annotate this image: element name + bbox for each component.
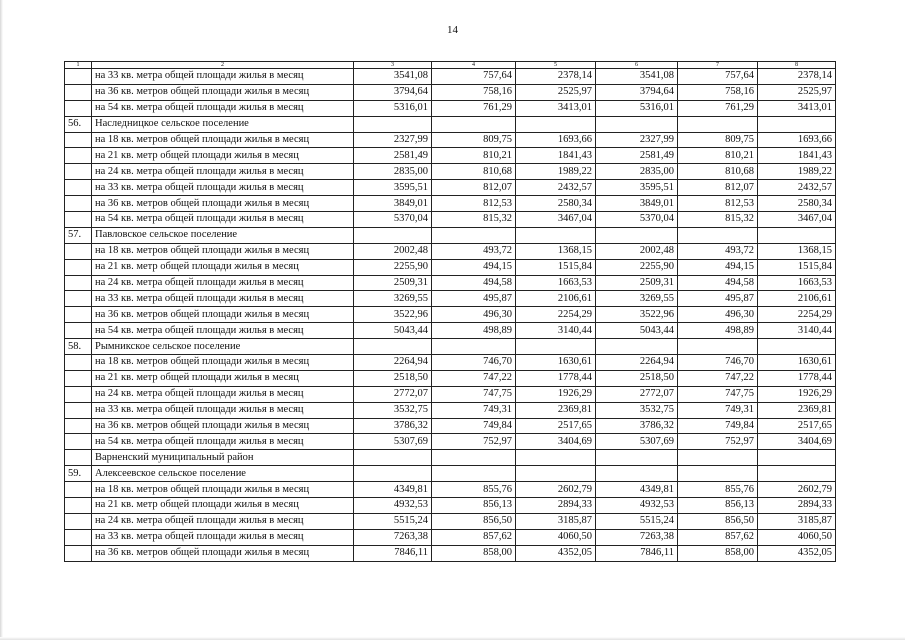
row-label: на 36 кв. метров общей площади жилья в месяц (92, 545, 354, 561)
value-cell: 2894,33 (516, 498, 596, 514)
value-cell: 856,13 (678, 498, 758, 514)
value-cell: 810,21 (432, 148, 516, 164)
scan-edge-left (0, 0, 3, 640)
row-number (65, 402, 92, 418)
value-cell (432, 339, 516, 355)
table-row (65, 498, 836, 514)
column-number: 6 (596, 62, 678, 69)
value-cell: 5043,44 (354, 323, 432, 339)
value-cell: 2432,57 (516, 180, 596, 196)
column-number: 1 (65, 62, 92, 69)
value-cell: 1989,22 (758, 164, 836, 180)
value-cell: 5043,44 (596, 323, 678, 339)
value-cell (354, 227, 432, 243)
value-cell: 747,22 (678, 370, 758, 386)
value-cell (678, 450, 758, 466)
value-cell (758, 227, 836, 243)
value-cell: 1368,15 (516, 243, 596, 259)
section-row (65, 116, 836, 132)
value-cell: 2518,50 (354, 370, 432, 386)
value-cell: 3595,51 (354, 180, 432, 196)
value-cell: 5316,01 (596, 100, 678, 116)
value-cell: 3404,69 (516, 434, 596, 450)
value-cell: 2264,94 (596, 355, 678, 371)
value-cell: 810,68 (678, 164, 758, 180)
value-cell: 493,72 (678, 243, 758, 259)
row-number (65, 513, 92, 529)
value-cell: 3140,44 (758, 323, 836, 339)
row-label: на 18 кв. метров общей площади жилья в месяц (92, 132, 354, 148)
value-cell (354, 339, 432, 355)
table-row (65, 545, 836, 561)
value-cell: 3532,75 (596, 402, 678, 418)
value-cell (516, 339, 596, 355)
value-cell: 758,16 (432, 84, 516, 100)
table-row (65, 212, 836, 228)
value-cell: 2525,97 (758, 84, 836, 100)
row-label: на 18 кв. метров общей площади жилья в месяц (92, 243, 354, 259)
value-cell: 3794,64 (596, 84, 678, 100)
value-cell: 2772,07 (354, 386, 432, 402)
value-cell: 3269,55 (596, 291, 678, 307)
value-cell: 858,00 (678, 545, 758, 561)
value-cell: 3541,08 (596, 69, 678, 85)
section-title: Павловское сельское поселение (92, 227, 354, 243)
value-cell: 2327,99 (596, 132, 678, 148)
row-number (65, 84, 92, 100)
row-number (65, 450, 92, 466)
row-number (65, 259, 92, 275)
value-cell: 494,58 (432, 275, 516, 291)
row-number (65, 180, 92, 196)
value-cell: 2517,65 (758, 418, 836, 434)
value-cell: 4932,53 (596, 498, 678, 514)
value-cell: 1515,84 (758, 259, 836, 275)
value-cell: 3532,75 (354, 402, 432, 418)
value-cell: 2378,14 (758, 69, 836, 85)
value-cell: 3849,01 (596, 196, 678, 212)
column-number: 7 (678, 62, 758, 69)
row-number (65, 529, 92, 545)
value-cell (432, 116, 516, 132)
value-cell: 2580,34 (516, 196, 596, 212)
section-title: Рымникское сельское поселение (92, 339, 354, 355)
value-cell: 495,87 (678, 291, 758, 307)
row-label: на 33 кв. метра общей площади жилья в месяц (92, 529, 354, 545)
value-cell (516, 466, 596, 482)
value-cell: 810,21 (678, 148, 758, 164)
value-cell: 493,72 (432, 243, 516, 259)
value-cell: 2106,61 (516, 291, 596, 307)
row-label: на 54 кв. метра общей площади жилья в месяц (92, 434, 354, 450)
value-cell (432, 450, 516, 466)
value-cell: 494,15 (678, 259, 758, 275)
value-cell: 746,70 (432, 355, 516, 371)
table-row (65, 148, 836, 164)
row-label: на 21 кв. метр общей площади жилья в месяц (92, 259, 354, 275)
value-cell: 809,75 (678, 132, 758, 148)
value-cell: 747,75 (678, 386, 758, 402)
value-cell: 4932,53 (354, 498, 432, 514)
value-cell: 498,89 (432, 323, 516, 339)
value-cell: 3541,08 (354, 69, 432, 85)
value-cell (596, 116, 678, 132)
value-cell (354, 466, 432, 482)
table-row (65, 196, 836, 212)
value-cell: 3185,87 (758, 513, 836, 529)
value-cell: 858,00 (432, 545, 516, 561)
value-cell: 4060,50 (758, 529, 836, 545)
row-number (65, 355, 92, 371)
value-cell: 809,75 (432, 132, 516, 148)
row-label: на 21 кв. метр общей площади жилья в месяц (92, 148, 354, 164)
value-cell: 5515,24 (596, 513, 678, 529)
row-label: на 33 кв. метра общей площади жилья в месяц (92, 180, 354, 196)
table-row (65, 100, 836, 116)
table-row (65, 291, 836, 307)
value-cell: 2580,34 (758, 196, 836, 212)
value-cell: 3467,04 (758, 212, 836, 228)
value-cell: 1515,84 (516, 259, 596, 275)
value-cell: 3522,96 (354, 307, 432, 323)
column-number: 3 (354, 62, 432, 69)
row-label: на 33 кв. метра общей площади жилья в месяц (92, 69, 354, 85)
value-cell: 2835,00 (596, 164, 678, 180)
value-cell: 3794,64 (354, 84, 432, 100)
value-cell: 757,64 (678, 69, 758, 85)
row-label: на 36 кв. метров общей площади жилья в месяц (92, 84, 354, 100)
value-cell: 3413,01 (758, 100, 836, 116)
value-cell: 747,75 (432, 386, 516, 402)
value-cell: 1926,29 (516, 386, 596, 402)
row-label: на 36 кв. метров общей площади жилья в месяц (92, 418, 354, 434)
value-cell: 495,87 (432, 291, 516, 307)
value-cell: 749,84 (678, 418, 758, 434)
row-number (65, 323, 92, 339)
value-cell: 5307,69 (596, 434, 678, 450)
value-cell: 1663,53 (516, 275, 596, 291)
value-cell: 2264,94 (354, 355, 432, 371)
value-cell: 5370,04 (596, 212, 678, 228)
value-cell: 2432,57 (758, 180, 836, 196)
row-number (65, 434, 92, 450)
table-row (65, 275, 836, 291)
value-cell (432, 466, 516, 482)
value-cell: 761,29 (432, 100, 516, 116)
value-cell: 2518,50 (596, 370, 678, 386)
value-cell (516, 116, 596, 132)
page-number: 14 (447, 24, 458, 36)
value-cell (354, 450, 432, 466)
value-cell: 496,30 (432, 307, 516, 323)
value-cell (596, 450, 678, 466)
column-number: 5 (516, 62, 596, 69)
value-cell: 4352,05 (758, 545, 836, 561)
value-cell: 749,31 (678, 402, 758, 418)
value-cell: 5307,69 (354, 434, 432, 450)
value-cell (758, 339, 836, 355)
value-cell: 3849,01 (354, 196, 432, 212)
value-cell: 1926,29 (758, 386, 836, 402)
value-cell: 494,58 (678, 275, 758, 291)
value-cell: 1368,15 (758, 243, 836, 259)
table-row (65, 243, 836, 259)
value-cell: 3185,87 (516, 513, 596, 529)
row-number (65, 291, 92, 307)
value-cell (596, 466, 678, 482)
value-cell: 3467,04 (516, 212, 596, 228)
value-cell: 1778,44 (516, 370, 596, 386)
value-cell (678, 116, 758, 132)
value-cell: 2835,00 (354, 164, 432, 180)
value-cell: 7263,38 (596, 529, 678, 545)
value-cell: 857,62 (678, 529, 758, 545)
table-row (65, 513, 836, 529)
value-cell: 752,97 (432, 434, 516, 450)
table-row (65, 418, 836, 434)
column-number-row (65, 62, 836, 69)
value-cell: 2106,61 (758, 291, 836, 307)
value-cell: 3786,32 (596, 418, 678, 434)
value-cell: 1693,66 (516, 132, 596, 148)
value-cell: 761,29 (678, 100, 758, 116)
section-row (65, 227, 836, 243)
value-cell: 856,50 (678, 513, 758, 529)
value-cell (516, 227, 596, 243)
table-row (65, 84, 836, 100)
value-cell: 3413,01 (516, 100, 596, 116)
value-cell (354, 116, 432, 132)
value-cell (678, 227, 758, 243)
value-cell (596, 227, 678, 243)
value-cell: 1989,22 (516, 164, 596, 180)
value-cell: 2002,48 (354, 243, 432, 259)
row-number: 59. (65, 466, 92, 482)
section-title: Наследницкое сельское поселение (92, 116, 354, 132)
value-cell: 4349,81 (354, 482, 432, 498)
value-cell: 752,97 (678, 434, 758, 450)
value-cell: 855,76 (678, 482, 758, 498)
value-cell: 3140,44 (516, 323, 596, 339)
column-number: 8 (758, 62, 836, 69)
row-number: 58. (65, 339, 92, 355)
value-cell: 2378,14 (516, 69, 596, 85)
row-label: на 18 кв. метров общей площади жилья в месяц (92, 355, 354, 371)
row-label: на 24 кв. метра общей площади жилья в месяц (92, 275, 354, 291)
value-cell: 2525,97 (516, 84, 596, 100)
value-cell (516, 450, 596, 466)
column-number: 2 (92, 62, 354, 69)
value-cell: 498,89 (678, 323, 758, 339)
value-cell: 2254,29 (758, 307, 836, 323)
section-row (65, 339, 836, 355)
value-cell: 757,64 (432, 69, 516, 85)
row-number (65, 69, 92, 85)
table-row (65, 370, 836, 386)
value-cell: 4060,50 (516, 529, 596, 545)
value-cell: 7846,11 (596, 545, 678, 561)
value-cell (432, 227, 516, 243)
table-row (65, 259, 836, 275)
value-cell: 2517,65 (516, 418, 596, 434)
value-cell: 1663,53 (758, 275, 836, 291)
value-cell: 812,07 (678, 180, 758, 196)
table-row (65, 386, 836, 402)
value-cell: 810,68 (432, 164, 516, 180)
value-cell: 496,30 (678, 307, 758, 323)
row-label: на 24 кв. метра общей площади жилья в месяц (92, 386, 354, 402)
table-row (65, 482, 836, 498)
row-label: на 33 кв. метра общей площади жилья в месяц (92, 291, 354, 307)
value-cell: 3269,55 (354, 291, 432, 307)
row-label: на 24 кв. метра общей площади жилья в месяц (92, 513, 354, 529)
value-cell (758, 450, 836, 466)
value-cell (678, 339, 758, 355)
row-label: на 54 кв. метра общей площади жилья в месяц (92, 323, 354, 339)
row-label: на 21 кв. метр общей площади жилья в месяц (92, 370, 354, 386)
value-cell: 1841,43 (516, 148, 596, 164)
value-cell: 2581,49 (354, 148, 432, 164)
value-cell: 3595,51 (596, 180, 678, 196)
value-cell: 812,53 (432, 196, 516, 212)
value-cell: 7263,38 (354, 529, 432, 545)
row-label: на 18 кв. метров общей площади жилья в месяц (92, 482, 354, 498)
value-cell: 5370,04 (354, 212, 432, 228)
value-cell: 2254,29 (516, 307, 596, 323)
value-cell: 2509,31 (596, 275, 678, 291)
value-cell: 815,32 (432, 212, 516, 228)
value-cell: 3522,96 (596, 307, 678, 323)
value-cell: 2255,90 (354, 259, 432, 275)
column-number: 4 (432, 62, 516, 69)
table-row (65, 355, 836, 371)
row-number (65, 196, 92, 212)
value-cell: 5316,01 (354, 100, 432, 116)
value-cell: 494,15 (432, 259, 516, 275)
row-label: на 36 кв. метров общей площади жилья в месяц (92, 196, 354, 212)
value-cell: 1630,61 (758, 355, 836, 371)
row-number (65, 100, 92, 116)
value-cell (758, 116, 836, 132)
row-number (65, 545, 92, 561)
table-row (65, 434, 836, 450)
value-cell: 3404,69 (758, 434, 836, 450)
value-cell: 2369,81 (758, 402, 836, 418)
tariff-table (64, 61, 836, 562)
value-cell: 2509,31 (354, 275, 432, 291)
row-number: 57. (65, 227, 92, 243)
table-row (65, 402, 836, 418)
table-row (65, 323, 836, 339)
value-cell: 856,50 (432, 513, 516, 529)
row-label: на 21 кв. метр общей площади жилья в месяц (92, 498, 354, 514)
row-label: на 54 кв. метра общей площади жилья в месяц (92, 100, 354, 116)
row-number (65, 482, 92, 498)
value-cell: 7846,11 (354, 545, 432, 561)
value-cell (678, 466, 758, 482)
row-label: на 54 кв. метра общей площади жилья в месяц (92, 212, 354, 228)
value-cell: 758,16 (678, 84, 758, 100)
value-cell: 2369,81 (516, 402, 596, 418)
value-cell: 1693,66 (758, 132, 836, 148)
value-cell (758, 466, 836, 482)
row-number (65, 212, 92, 228)
value-cell: 4349,81 (596, 482, 678, 498)
value-cell (596, 339, 678, 355)
value-cell: 857,62 (432, 529, 516, 545)
value-cell: 2255,90 (596, 259, 678, 275)
row-number (65, 307, 92, 323)
value-cell: 2327,99 (354, 132, 432, 148)
section-title: Варненский муниципальный район (92, 450, 354, 466)
table-row (65, 529, 836, 545)
value-cell: 2002,48 (596, 243, 678, 259)
value-cell: 1841,43 (758, 148, 836, 164)
value-cell: 5515,24 (354, 513, 432, 529)
value-cell: 2894,33 (758, 498, 836, 514)
row-number (65, 386, 92, 402)
value-cell: 2602,79 (758, 482, 836, 498)
row-number: 56. (65, 116, 92, 132)
row-label: на 36 кв. метров общей площади жилья в месяц (92, 307, 354, 323)
table-body (65, 62, 836, 562)
value-cell: 812,07 (432, 180, 516, 196)
value-cell: 2581,49 (596, 148, 678, 164)
value-cell: 2772,07 (596, 386, 678, 402)
value-cell: 4352,05 (516, 545, 596, 561)
value-cell: 815,32 (678, 212, 758, 228)
table-row (65, 164, 836, 180)
row-number (65, 164, 92, 180)
row-number (65, 370, 92, 386)
row-number (65, 418, 92, 434)
row-label: на 24 кв. метра общей площади жилья в месяц (92, 164, 354, 180)
value-cell: 1630,61 (516, 355, 596, 371)
value-cell: 747,22 (432, 370, 516, 386)
value-cell: 3786,32 (354, 418, 432, 434)
row-label: на 33 кв. метра общей площади жилья в месяц (92, 402, 354, 418)
value-cell: 2602,79 (516, 482, 596, 498)
row-number (65, 498, 92, 514)
value-cell: 746,70 (678, 355, 758, 371)
value-cell: 856,13 (432, 498, 516, 514)
section-title: Алексеевское сельское поселение (92, 466, 354, 482)
table-row (65, 69, 836, 85)
table-row (65, 180, 836, 196)
value-cell: 855,76 (432, 482, 516, 498)
value-cell: 749,31 (432, 402, 516, 418)
row-number (65, 132, 92, 148)
value-cell: 1778,44 (758, 370, 836, 386)
section-row (65, 466, 836, 482)
table-row (65, 307, 836, 323)
section-row (65, 450, 836, 466)
row-number (65, 275, 92, 291)
table-row (65, 132, 836, 148)
value-cell: 749,84 (432, 418, 516, 434)
row-number (65, 148, 92, 164)
row-number (65, 243, 92, 259)
value-cell: 812,53 (678, 196, 758, 212)
